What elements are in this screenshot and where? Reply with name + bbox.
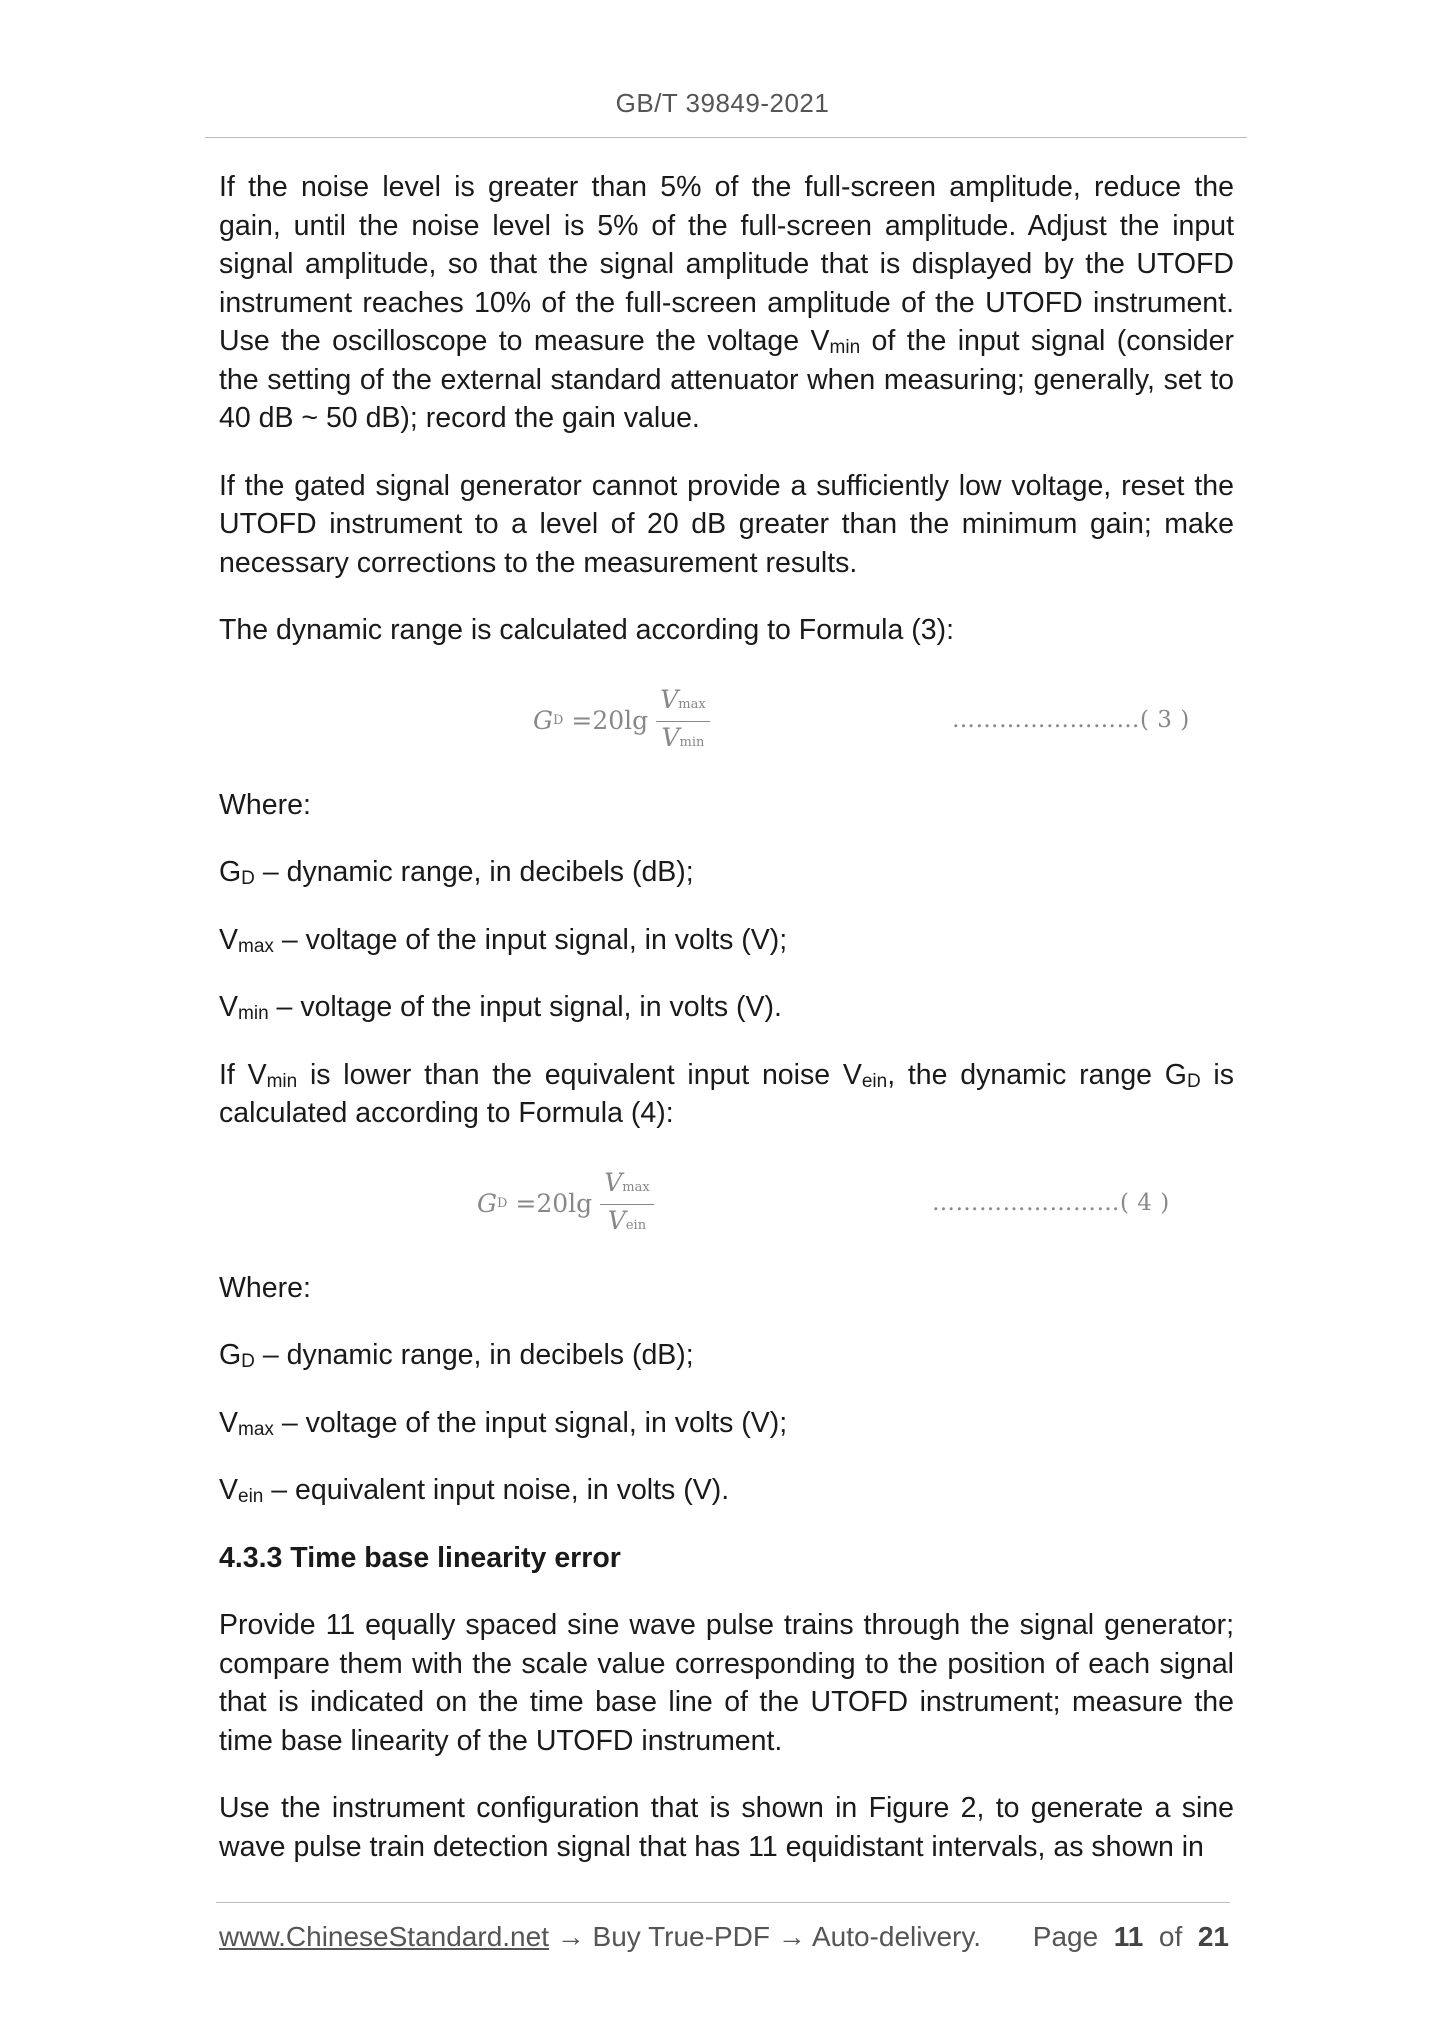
where-label-1: Where: [219, 788, 311, 821]
definition-vmin-1: $V_{min}$ – voltage of the input signal, in volts (V). [219, 991, 782, 1024]
formula-3-fraction: $\frac{Vmax}{Vmin}$ [656, 685, 709, 758]
definition-gd-1: $G_D$ – dynamic range, in decibels (dB); [219, 856, 694, 889]
footer-divider [216, 1902, 1230, 1903]
where-label-2: Where: [219, 1271, 311, 1304]
paragraph-formula4-intro: If $V_{min}$ is lower than the equivalent input noise $V_{ein}$, the dynamic range $G_D$ is calculated according to Formula (4): [219, 1058, 1235, 1129]
page-content [219, 168, 1234, 1895]
formula-3-expression: G D =20lg $\frac{Vmax}{Vmin}$ [533, 685, 710, 758]
formula-4-number: ……………………( 4 ) [932, 1189, 1170, 1216]
paragraph-pulse-trains: Provide 11 equally spaced sine wave pulse trains through the signal generator; compare them with the scale value corresponding to the position of each signal that is indicated on the time base line of the UTOFD instrument; measure the time base linearity of the UTOFD instrument. [219, 1609, 1234, 1757]
definition-gd-2: $G_D$ – dynamic range, in decibels (dB); [219, 1339, 694, 1372]
definition-vein-2: $V_{ein}$ – equivalent input noise, in volts (V). [219, 1474, 730, 1507]
chinese-standard-link[interactable]: www.ChineseStandard.net [219, 1921, 549, 1952]
buy-true-pdf-text: Buy True-PDF [592, 1921, 770, 1952]
page-footer: www.ChineseStandard.net → Buy True-PDF → Auto-delivery. Page 11 of 21 [219, 1921, 1229, 1952]
auto-delivery-text: Auto-delivery. [811, 1921, 982, 1952]
paragraph-formula3-intro: The dynamic range is calculated according to Formula (3): [219, 614, 955, 646]
formula-3 [219, 679, 1234, 757]
paragraph-instrument-config: Use the instrument configuration that is shown in Figure 2, to generate a sine wave pulse train detection signal that has 11 equidistant intervals, as shown in [219, 1792, 1234, 1863]
formula-4-expression: G D =20lg $\frac{Vmax}{\text{Vein}}$ [477, 1168, 654, 1241]
definition-vmax-1: $V_{max}$ – voltage of the input signal, in volts (V); [219, 923, 788, 957]
section-heading-433: 4.3.3 Time base linearity error [219, 1541, 621, 1574]
definition-vmax-2: $V_{max}$ – voltage of the input signal, in volts (V); [219, 1406, 788, 1440]
page-counter: Page 11 of 21 [1032, 1921, 1229, 1952]
document-id-header: GB/T 39849-2021 [615, 88, 830, 118]
formula-4 [219, 1162, 1234, 1240]
formula-4-fraction: $\frac{Vmax}{\text{Vein}}$ [600, 1168, 653, 1241]
paragraph-noise-level: If the noise level is greater than 5% of the full-screen amplitude, reduce the gain, until the noise level is 5% of the full-screen amplitude. Adjust the input signal amplitude, so that the signal amplitude that is displayed by the UTOFD instrument reaches 10% of the full-screen amplitude of the UTOFD instrument. Use the oscilloscope to measure the voltage $V_{min}$ of the input signal (consider the setting of the external standard attenuator when measuring; generally, set to 40 dB ~ 50 dB); record the gain value. [219, 171, 1234, 434]
formula-3-number: ……………………( 3 ) [952, 706, 1190, 733]
paragraph-signal-generator: If the gated signal generator cannot provide a sufficiently low voltage, reset the UTOFD instrument to a level of 20 dB greater than the minimum gain; make necessary corrections to the measurement results. [219, 469, 1234, 579]
header-divider [205, 137, 1247, 138]
